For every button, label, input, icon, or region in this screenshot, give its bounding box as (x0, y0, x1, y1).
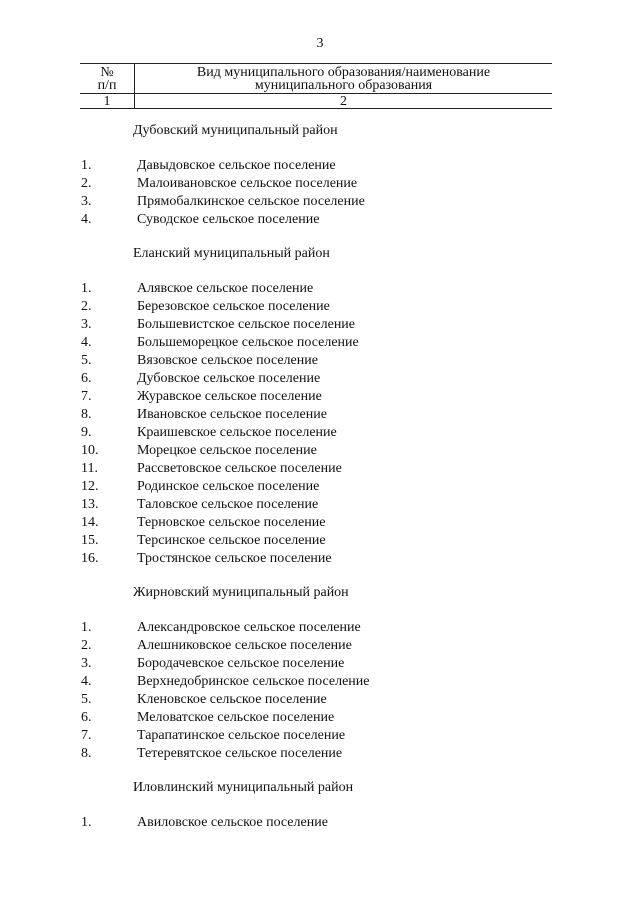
settlement-list (0, 157, 640, 229)
list-item (0, 691, 640, 709)
list-item (0, 157, 640, 175)
settlement-name: Вязовское сельское поселение (137, 353, 318, 368)
settlement-number: 3. (81, 194, 92, 209)
list-item (0, 460, 640, 478)
settlement-name: Алешниковское сельское поселение (137, 638, 352, 653)
settlement-name: Рассветовское сельское поселение (137, 461, 342, 476)
settlement-number: 2. (81, 638, 92, 653)
list-item (0, 745, 640, 763)
settlement-number: 15. (81, 533, 99, 548)
settlement-name: Морецкое сельское поселение (137, 443, 317, 458)
settlement-name: Тетеревятское сельское поселение (137, 746, 343, 761)
settlement-number: 1. (81, 158, 92, 173)
page-number: 3 (316, 36, 324, 51)
settlement-number: 2. (81, 299, 92, 314)
number-label-line2: п/п (97, 78, 117, 93)
list-item (0, 442, 640, 460)
settlement-number: 5. (81, 692, 92, 707)
list-item (0, 673, 640, 691)
settlement-name: Большеморецкое сельское поселение (137, 335, 359, 350)
settlement-number: 11. (81, 461, 98, 476)
settlement-number: 2. (81, 176, 92, 191)
settlement-name: Березовское сельское поселение (137, 299, 330, 314)
settlement-list (0, 619, 640, 763)
settlement-number: 12. (81, 479, 99, 494)
settlement-number: 4. (81, 335, 92, 350)
settlement-number: 4. (81, 674, 92, 689)
list-item (0, 211, 640, 229)
list-item (0, 727, 640, 745)
district-list (0, 122, 640, 848)
settlement-name: Краишевское сельское поселение (137, 425, 337, 440)
column-index-row (80, 94, 552, 109)
district-title: Дубовский муниципальный район (133, 123, 338, 138)
settlement-name: Давыдовское сельское поселение (137, 158, 336, 173)
settlement-number: 1. (81, 815, 92, 830)
settlement-name: Таловское сельское поселение (137, 497, 319, 512)
settlement-number: 4. (81, 212, 92, 227)
column-index-2: 2 (134, 94, 552, 108)
settlement-number: 3. (81, 656, 92, 671)
list-item (0, 478, 640, 496)
settlement-name: Малоивановское сельское поселение (137, 176, 358, 191)
list-item (0, 193, 640, 211)
settlement-name: Журавское сельское поселение (137, 389, 322, 404)
settlement-list (0, 280, 640, 568)
settlement-number: 8. (81, 407, 92, 422)
list-item (0, 814, 640, 832)
settlement-name: Меловатское сельское поселение (137, 710, 335, 725)
list-item (0, 316, 640, 334)
settlement-name: Кленовское сельское поселение (137, 692, 327, 707)
list-item (0, 637, 640, 655)
settlement-number: 10. (81, 443, 99, 458)
settlement-name: Родинское сельское поселение (137, 479, 320, 494)
settlement-number: 13. (81, 497, 99, 512)
settlement-name: Дубовское сельское поселение (137, 371, 321, 386)
settlement-name: Авиловское сельское поселение (137, 815, 328, 830)
settlement-name: Тарапатинское сельское поселение (137, 728, 346, 743)
list-item (0, 496, 640, 514)
settlement-name: Суводское сельское поселение (137, 212, 320, 227)
settlement-number: 7. (81, 389, 92, 404)
list-item (0, 280, 640, 298)
list-item (0, 388, 640, 406)
settlement-number: 14. (81, 515, 99, 530)
list-item (0, 298, 640, 316)
table-header (80, 63, 552, 109)
settlement-name: Алявское сельское поселение (137, 281, 314, 296)
settlement-number: 5. (81, 353, 92, 368)
district-title: Жирновский муниципальный район (133, 585, 349, 600)
settlement-name: Бородачевское сельское поселение (137, 656, 345, 671)
settlement-number: 1. (81, 281, 92, 296)
district-section (0, 584, 640, 763)
settlement-name: Верхнедобринское сельское поселение (137, 674, 370, 689)
list-item (0, 334, 640, 352)
settlement-name: Прямобалкинское сельское поселение (137, 194, 365, 209)
district-title: Иловлинский муниципальный район (133, 780, 354, 795)
settlement-number: 9. (81, 425, 92, 440)
settlement-number: 16. (81, 551, 99, 566)
district-section (0, 122, 640, 229)
settlement-number: 1. (81, 620, 92, 635)
settlement-list (0, 814, 640, 832)
name-label-line1: Вид муниципального образования/наименование (196, 65, 491, 80)
district-section (0, 245, 640, 568)
settlement-number: 6. (81, 371, 92, 386)
settlement-number: 3. (81, 317, 92, 332)
settlement-name: Большевистское сельское поселение (137, 317, 356, 332)
list-item (0, 424, 640, 442)
table-header-row (80, 63, 552, 94)
settlement-name: Александровское сельское поселение (137, 620, 361, 635)
settlement-name: Терновское сельское поселение (137, 515, 326, 530)
list-item (0, 709, 640, 727)
list-item (0, 514, 640, 532)
settlement-name: Терсинское сельское поселение (137, 533, 326, 548)
list-item (0, 406, 640, 424)
district-section (0, 779, 640, 832)
column-index-1: 1 (103, 94, 111, 109)
settlement-number: 7. (81, 728, 92, 743)
number-label-line1: № (100, 65, 114, 80)
settlement-name: Тростянское сельское поселение (137, 551, 332, 566)
settlement-number: 8. (81, 746, 92, 761)
list-item (0, 352, 640, 370)
list-item (0, 175, 640, 193)
list-item (0, 532, 640, 550)
settlement-name: Ивановское сельское поселение (137, 407, 327, 422)
name-label-line2: муниципального образования (254, 78, 433, 93)
list-item (0, 655, 640, 673)
list-item (0, 550, 640, 568)
list-item (0, 619, 640, 637)
list-item (0, 370, 640, 388)
name-column-header (134, 64, 552, 93)
number-column-header (80, 64, 134, 93)
settlement-number: 6. (81, 710, 92, 725)
district-title: Еланский муниципальный район (133, 246, 330, 261)
